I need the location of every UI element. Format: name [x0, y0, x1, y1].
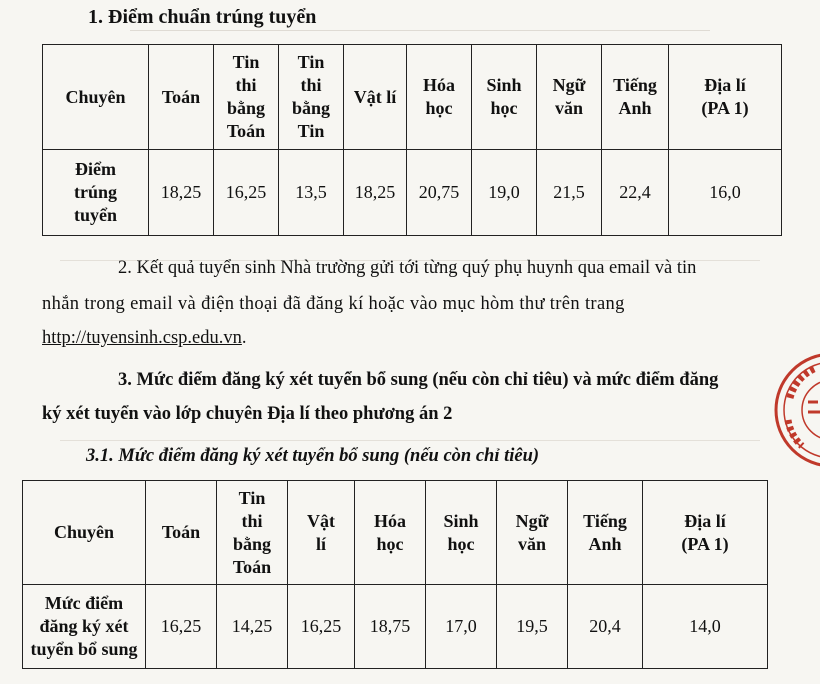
score-cell: 16,25	[146, 585, 217, 669]
section-3-1-subheading: 3.1. Mức điểm đăng ký xét tuyển bổ sung (nếu còn chỉ tiêu)	[86, 446, 540, 466]
score-cell: 18,25	[149, 150, 214, 236]
row-label: Mức điểm đăng ký xét tuyển bổ sung	[23, 585, 146, 669]
score-cell: 14,0	[643, 585, 768, 669]
tuyensinh-link[interactable]: http://tuyensinh.csp.edu.vn	[42, 328, 242, 348]
row-label: Điểm trúng tuyển	[43, 150, 149, 236]
section-2-line-1: 2. Kết quả tuyển sinh Nhà trường gửi tới từng quý phụ huynh qua email và tin	[118, 258, 697, 278]
header-cell: Địa lí (PA 1)	[643, 481, 768, 585]
header-cell: Tiếng Anh	[602, 45, 669, 150]
score-cell: 21,5	[537, 150, 602, 236]
score-cell: 16,25	[214, 150, 279, 236]
table-header-row	[23, 481, 768, 585]
score-cell: 18,75	[355, 585, 426, 669]
header-cell: Tin thi bằng Tin	[279, 45, 344, 150]
header-cell: Tin thi bằng Toán	[217, 481, 288, 585]
header-cell: Ngữ văn	[497, 481, 568, 585]
score-cell: 14,25	[217, 585, 288, 669]
header-cell: Vật lí	[344, 45, 407, 150]
supplementary-score-table	[22, 480, 768, 669]
header-cell: Địa lí (PA 1)	[669, 45, 782, 150]
header-cell: Hóa học	[355, 481, 426, 585]
header-cell: Vật lí	[288, 481, 355, 585]
header-cell: Tiếng Anh	[568, 481, 643, 585]
section-2-line-2: nhắn trong email và điện thoại đã đăng kí hoặc vào mục hòm thư trên trang	[42, 294, 625, 314]
header-cell: Hóa học	[407, 45, 472, 150]
score-cell: 16,25	[288, 585, 355, 669]
header-cell: Toán	[146, 481, 217, 585]
benchmark-score-table	[42, 44, 782, 236]
score-cell: 22,4	[602, 150, 669, 236]
section-2-line-3	[42, 328, 247, 349]
table-row	[43, 150, 782, 236]
section-1-heading: 1. Điểm chuẩn trúng tuyển	[88, 6, 317, 28]
header-cell: Chuyên	[23, 481, 146, 585]
score-cell: 17,0	[426, 585, 497, 669]
score-cell: 20,75	[407, 150, 472, 236]
section-3-line-1: 3. Mức điểm đăng ký xét tuyển bổ sung (nếu còn chỉ tiêu) và mức điểm đăng	[118, 370, 719, 390]
official-seal-icon	[772, 350, 820, 470]
score-cell: 19,5	[497, 585, 568, 669]
header-cell: Sinh học	[426, 481, 497, 585]
score-cell: 16,0	[669, 150, 782, 236]
score-cell: 13,5	[279, 150, 344, 236]
header-cell: Toán	[149, 45, 214, 150]
section-3-line-2: ký xét tuyển vào lớp chuyên Địa lí theo phương án 2	[42, 404, 453, 424]
table-header-row	[43, 45, 782, 150]
header-cell: Tin thi bằng Toán	[214, 45, 279, 150]
score-cell: 20,4	[568, 585, 643, 669]
score-cell: 18,25	[344, 150, 407, 236]
table-row	[23, 585, 768, 669]
header-cell: Ngữ văn	[537, 45, 602, 150]
header-cell: Sinh học	[472, 45, 537, 150]
header-cell: Chuyên	[43, 45, 149, 150]
score-cell: 19,0	[472, 150, 537, 236]
link-suffix: .	[241, 328, 247, 348]
